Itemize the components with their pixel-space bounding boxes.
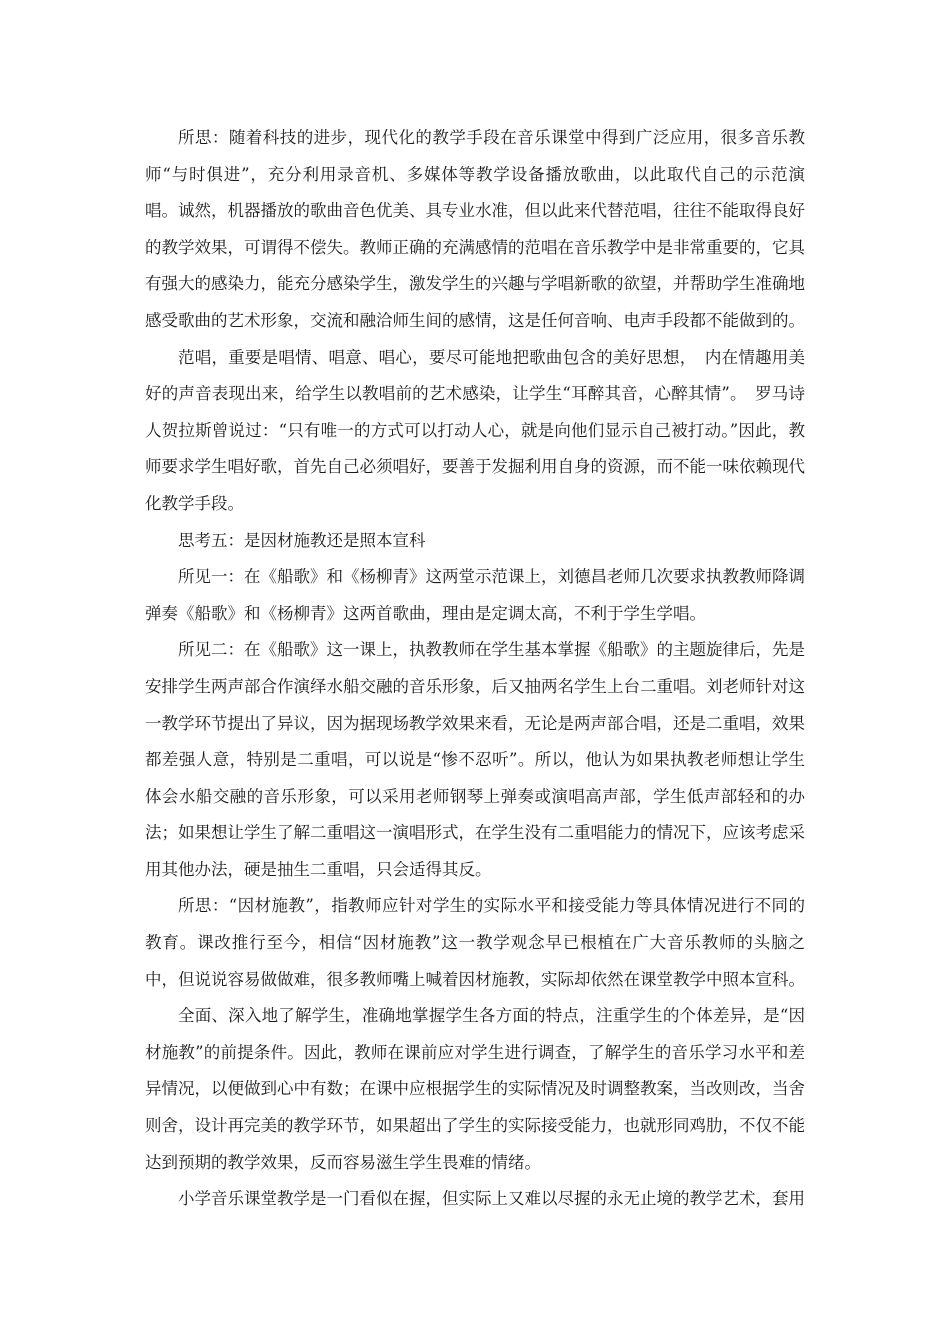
paragraph-suojian-one: 所见一：在《船歌》和《杨柳青》这两堂示范课上，刘德昌老师几次要求执教教师降调弹奏《船歌》和《杨柳青》这两首歌曲，理由是定调太高，不利于学生学唱。 xyxy=(145,567,805,623)
paragraph-suosi-technology: 所思：随着科技的进步，现代化的教学手段在音乐课堂中得到广泛应用，很多音乐教师“与时俱进”，充分利用录音机、多媒体等教学设备播放歌曲，以此取代自己的示范演唱。诚然，机器播放的歌曲音色优美、具专业水准，但以此来代替范唱，往往不能取得良好的教学效果，可谓得不偿失。教师正确的充满感情的范唱在音乐教学中是非常重要的，它具有强大的感染力，能充分感染学生，激发学生的兴趣与学唱新歌的欲望，并帮助学生准确地感受歌曲的艺术形象，交流和融洽师生间的感情，这是任何音响、电声手段都不能做到的。 xyxy=(145,128,805,330)
paragraph-suojian-two: 所见二：在《船歌》这一课上，执教教师在学生基本掌握《船歌》的主题旋律后，先是安排学生两声部合作演绎水船交融的音乐形象，后又抽两名学生上台二重唱。刘老师针对这一教学环节提出了异议，因为据现场教学效果来看，无论是两声部合唱，还是二重唱，效果都差强人意，特别是二重唱，可以说是“惨不忍听”。所以，他认为如果执教老师想让学生体会水船交融的音乐形象，可以采用老师钢琴上弹奏或演唱高声部，学生低声部轻和的办法；如果想让学生了解二重唱这一演唱形式，在学生没有二重唱能力的情况下，应该考虑采用其他办法，硬是抽生二重唱，只会适得其反。 xyxy=(145,640,805,879)
document-page xyxy=(145,120,805,1218)
section-heading-sikao-five: 思考五：是因材施教还是照本宣科 xyxy=(178,530,426,550)
paragraph-understand-students: 全面、深入地了解学生，准确地掌握学生各方面的特点，注重学生的个体差异，是“因材施教”的前提条件。因此，教师在课前应对学生进行调查，了解学生的音乐学习水平和差异情况，以便做到心中有数；在课中应根据学生的实际情况及时调整教案，当改则改，当舍则舍，设计再完美的教学环节，如果超出了学生的实际接受能力，也就形同鸡肋，不仅不能达到预期的教学效果，反而容易滋生学生畏难的情绪。 xyxy=(145,1006,805,1172)
paragraph-suosi-yincaishijiao: 所思：“因材施教”，指教师应针对学生的实际水平和接受能力等具体情况进行不同的教育。课改推行至今，相信“因材施教”这一教学观念早已根植在广大音乐教师的头脑之中，但说说容易做做难，很多教师嘴上喊着因材施教，实际却依然在课堂教学中照本宣科。 xyxy=(145,896,805,989)
paragraph-fanchang: 范唱，重要是唱情、唱意、唱心，要尽可能地把歌曲包含的美好思想， 内在情趣用美好的声音表现出来，给学生以教唱前的艺术感染，让学生“耳醉其音，心醉其情”。 罗马诗人贺拉斯曾说过：“只有唯一的方式可以打动人心，就是向他们显示自己被打动。”因此，教师要求学生唱好歌，首先自己必须唱好，要善于发掘利用自身的资源，而不能一味依赖现代化教学手段。 xyxy=(145,347,805,513)
paragraph-conclusion-start: 小学音乐课堂教学是一门看似在握，但实际上又难以尽握的永无止境的教学艺术，套用 xyxy=(178,1189,805,1209)
